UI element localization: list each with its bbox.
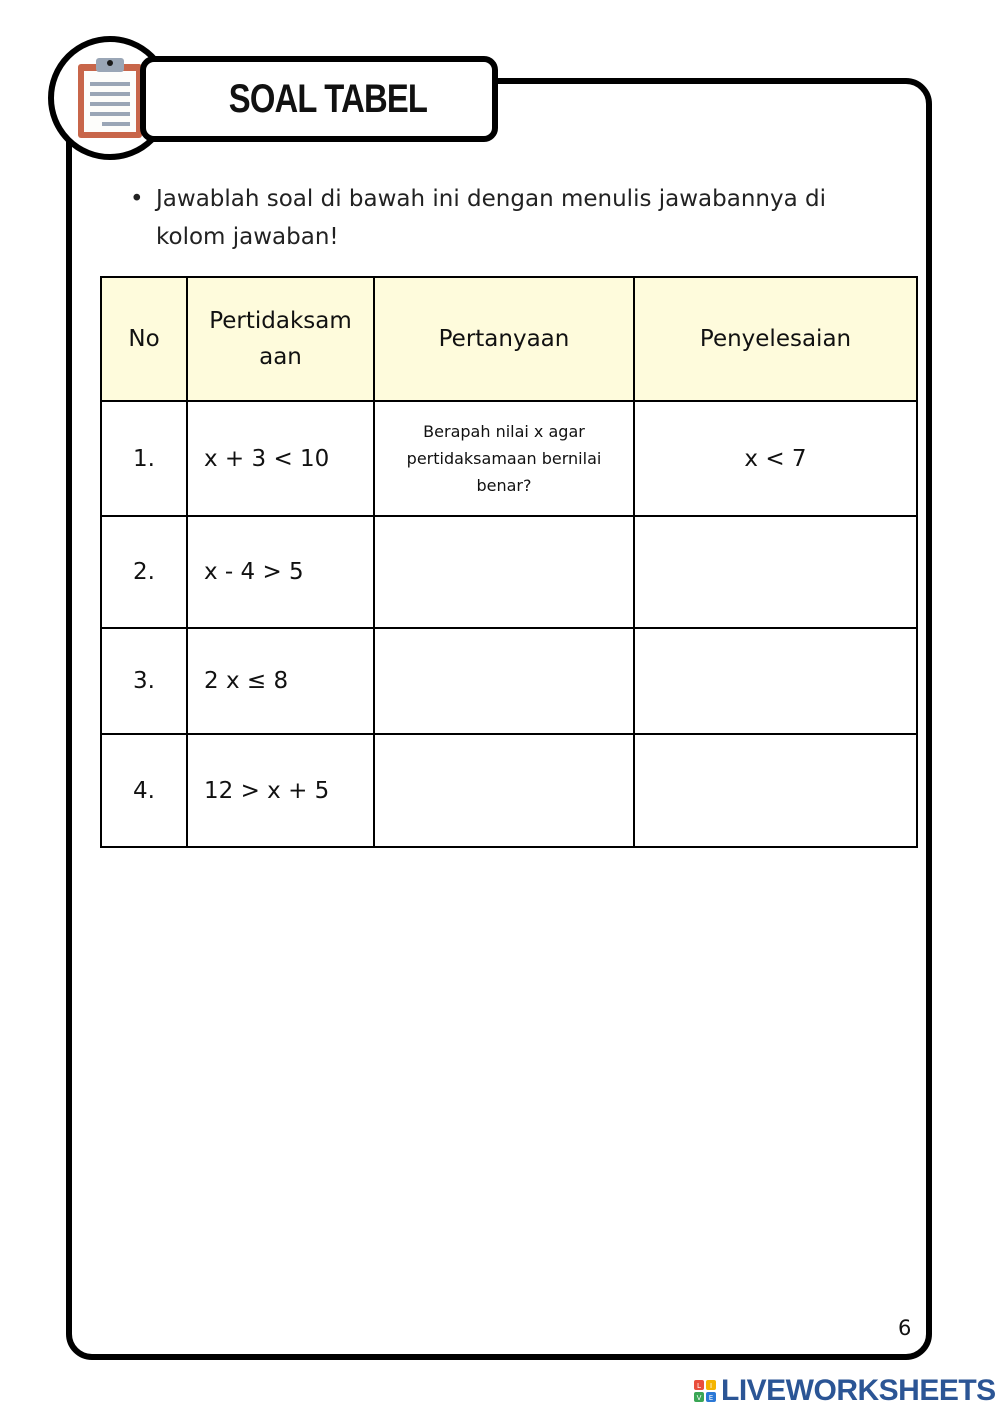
answer-cell[interactable] [634, 628, 917, 734]
header-pertanyaan: Pertanyaan [374, 277, 634, 401]
table-row [101, 628, 917, 734]
page-number: 6 [898, 1316, 912, 1340]
logo-letter-l: L [697, 1382, 701, 1390]
page-title: SOAL TABEL [228, 76, 428, 121]
bullet-icon: • [130, 186, 144, 212]
logo-letter-i: I [709, 1382, 713, 1390]
row-number: 1. [101, 401, 187, 516]
row-number: 2. [101, 516, 187, 628]
row-number: 3. [101, 628, 187, 734]
question-cell[interactable] [374, 516, 634, 628]
row-number: 4. [101, 734, 187, 847]
inequality-cell: x + 3 < 10 [187, 401, 374, 516]
table-row [101, 516, 917, 628]
question-table [100, 276, 918, 848]
liveworksheets-brand [694, 1374, 996, 1408]
answer-cell[interactable] [634, 734, 917, 847]
header-penyelesaian: Penyelesaian [634, 277, 917, 401]
header-pertidaksamaan [187, 277, 374, 401]
header-no: No [101, 277, 187, 401]
question-cell[interactable] [374, 734, 634, 847]
answer-cell[interactable]: x < 7 [634, 401, 917, 516]
logo-letter-e: E [708, 1394, 714, 1402]
table-row [101, 734, 917, 847]
inequality-cell: 12 > x + 5 [187, 734, 374, 847]
clipboard-icon [76, 56, 144, 140]
question-cell[interactable]: Berapah nilai x agar pertidaksamaan bernilai benar? [374, 401, 634, 516]
logo-letter-v: V [696, 1394, 702, 1402]
header-pertidaksamaan-label: Pertidaksamaan [209, 308, 352, 370]
inequality-cell: 2 x ≤ 8 [187, 628, 374, 734]
instruction-text: Jawablah soal di bawah ini dengan menulis jawabannya di kolom jawaban! [156, 186, 826, 250]
answer-cell[interactable] [634, 516, 917, 628]
inequality-cell: x - 4 > 5 [187, 516, 374, 628]
table-header-row [101, 277, 917, 401]
question-cell[interactable] [374, 628, 634, 734]
title-banner [140, 56, 498, 142]
table-row [101, 401, 917, 516]
liveworksheets-wordmark[interactable]: LIVEWORKSHEETS [721, 1374, 996, 1407]
liveworksheets-logo-icon [694, 1380, 716, 1402]
instruction [130, 180, 830, 256]
